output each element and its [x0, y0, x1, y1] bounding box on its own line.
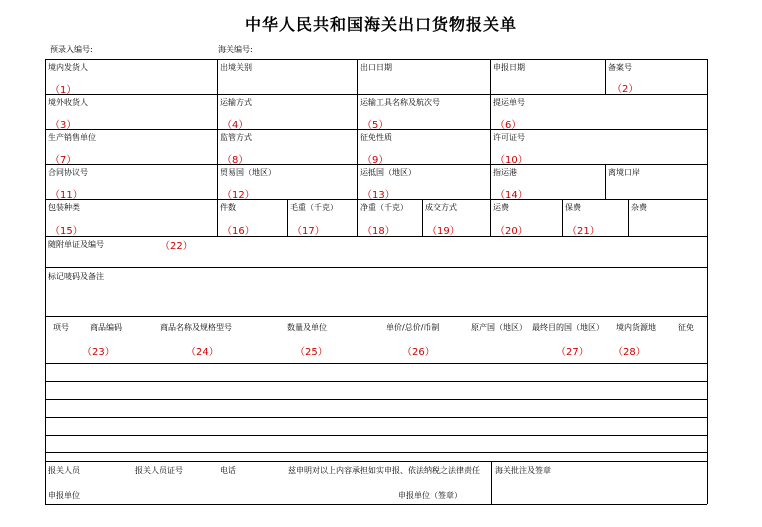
num-pieces: （16） [222, 226, 255, 237]
label-insurance: 保费 [565, 203, 581, 212]
footer-declaring-unit-seal: 申报单位（签章） [398, 491, 462, 500]
num-producer: （7） [50, 155, 77, 166]
label-levy-nature: 征免性质 [360, 133, 392, 142]
footer-phone: 电话 [220, 466, 236, 475]
footer-declaring-unit: 申报单位 [48, 491, 80, 500]
num-port: （14） [495, 190, 528, 201]
num-domestic-shipper: （1） [50, 85, 77, 96]
label-destination-country: 运抵国（地区） [360, 168, 416, 177]
num-gross-weight: （17） [292, 226, 325, 237]
goods-num-23: （23） [82, 347, 115, 358]
goods-num-24: （24） [186, 347, 219, 358]
label-transport-name: 运输工具名称及航次号 [360, 98, 440, 107]
label-bill-of-lading: 提运单号 [493, 98, 525, 107]
label-port: 指运港 [493, 168, 517, 177]
goods-header-quantity: 数量及单位 [287, 323, 327, 332]
num-record-no: （2） [612, 84, 639, 95]
num-net-weight: （18） [362, 226, 395, 237]
label-domestic-shipper: 境内发货人 [48, 63, 88, 72]
label-export-date: 出口日期 [360, 63, 392, 72]
label-license-no: 许可证号 [493, 133, 525, 142]
label-gross-weight: 毛重（千克） [290, 203, 338, 212]
goods-num-28: （28） [613, 347, 646, 358]
num-transport-name: （5） [362, 120, 389, 131]
label-misc-fee: 杂费 [631, 203, 647, 212]
goods-header-item-no: 项号 [53, 323, 69, 332]
goods-num-25: （25） [295, 347, 328, 358]
num-contract-no: （11） [50, 190, 83, 201]
customs-no-label: 海关编号: [218, 45, 253, 54]
num-supervision-mode: （8） [222, 155, 249, 166]
page-title: 中华人民共和国海关出口货物报关单 [244, 15, 517, 34]
footer-declarant: 报关人员 [48, 466, 80, 475]
label-pieces: 件数 [220, 203, 236, 212]
label-departure-port: 离境口岸 [608, 168, 640, 177]
label-record-no: 备案号 [608, 63, 632, 72]
goods-num-26: （26） [402, 347, 435, 358]
num-destination-country: （13） [362, 190, 395, 201]
goods-header-price: 单价/总价/币制 [386, 323, 440, 332]
goods-header-source: 境内货源地 [616, 323, 656, 332]
num-transport-mode: （4） [222, 120, 249, 131]
goods-header-origin: 原产国（地区） [471, 323, 527, 332]
num-trade-country: （12） [222, 190, 255, 201]
label-net-weight: 净重（千克） [360, 203, 408, 212]
label-attached-docs: 随附单证及编号 [48, 240, 104, 249]
goods-header-name-spec: 商品名称及规格型号 [160, 323, 232, 332]
num-freight: （20） [495, 226, 528, 237]
label-exit-customs: 出境关别 [220, 63, 252, 72]
num-package-type: （15） [50, 226, 83, 237]
label-declaration-date: 申报日期 [493, 63, 525, 72]
goods-header-hs-code: 商品编码 [90, 323, 122, 332]
pre-entry-no-label: 预录入编号: [50, 45, 93, 54]
label-supervision-mode: 监管方式 [220, 133, 252, 142]
footer-statement: 兹申明对以上内容承担如实申报、依法纳税之法律责任 [288, 466, 480, 475]
label-trade-country: 贸易国（地区） [220, 168, 276, 177]
num-insurance: （21） [567, 226, 600, 237]
label-transport-mode: 运输方式 [220, 98, 252, 107]
label-package-type: 包装种类 [48, 203, 80, 212]
label-contract-no: 合同协议号 [48, 168, 88, 177]
goods-header-destination: 最终目的国（地区） [532, 323, 604, 332]
goods-num-27: （27） [556, 347, 589, 358]
num-levy-nature: （9） [362, 155, 389, 166]
num-bill-of-lading: （6） [495, 120, 522, 131]
num-overseas-consignee: （3） [50, 120, 77, 131]
label-transaction-mode: 成交方式 [425, 203, 457, 212]
goods-header-levy: 征免 [678, 323, 694, 332]
num-license-no: （10） [495, 155, 528, 166]
label-freight: 运费 [493, 203, 509, 212]
label-producer: 生产销售单位 [48, 133, 96, 142]
footer-approval: 海关批注及签章 [495, 466, 551, 475]
footer-declarant-id: 报关人员证号 [135, 466, 183, 475]
num-transaction-mode: （19） [427, 226, 460, 237]
num-attached-docs: （22） [160, 241, 193, 252]
label-overseas-consignee: 境外收货人 [48, 98, 88, 107]
label-marks: 标记唛码及备注 [48, 272, 104, 281]
